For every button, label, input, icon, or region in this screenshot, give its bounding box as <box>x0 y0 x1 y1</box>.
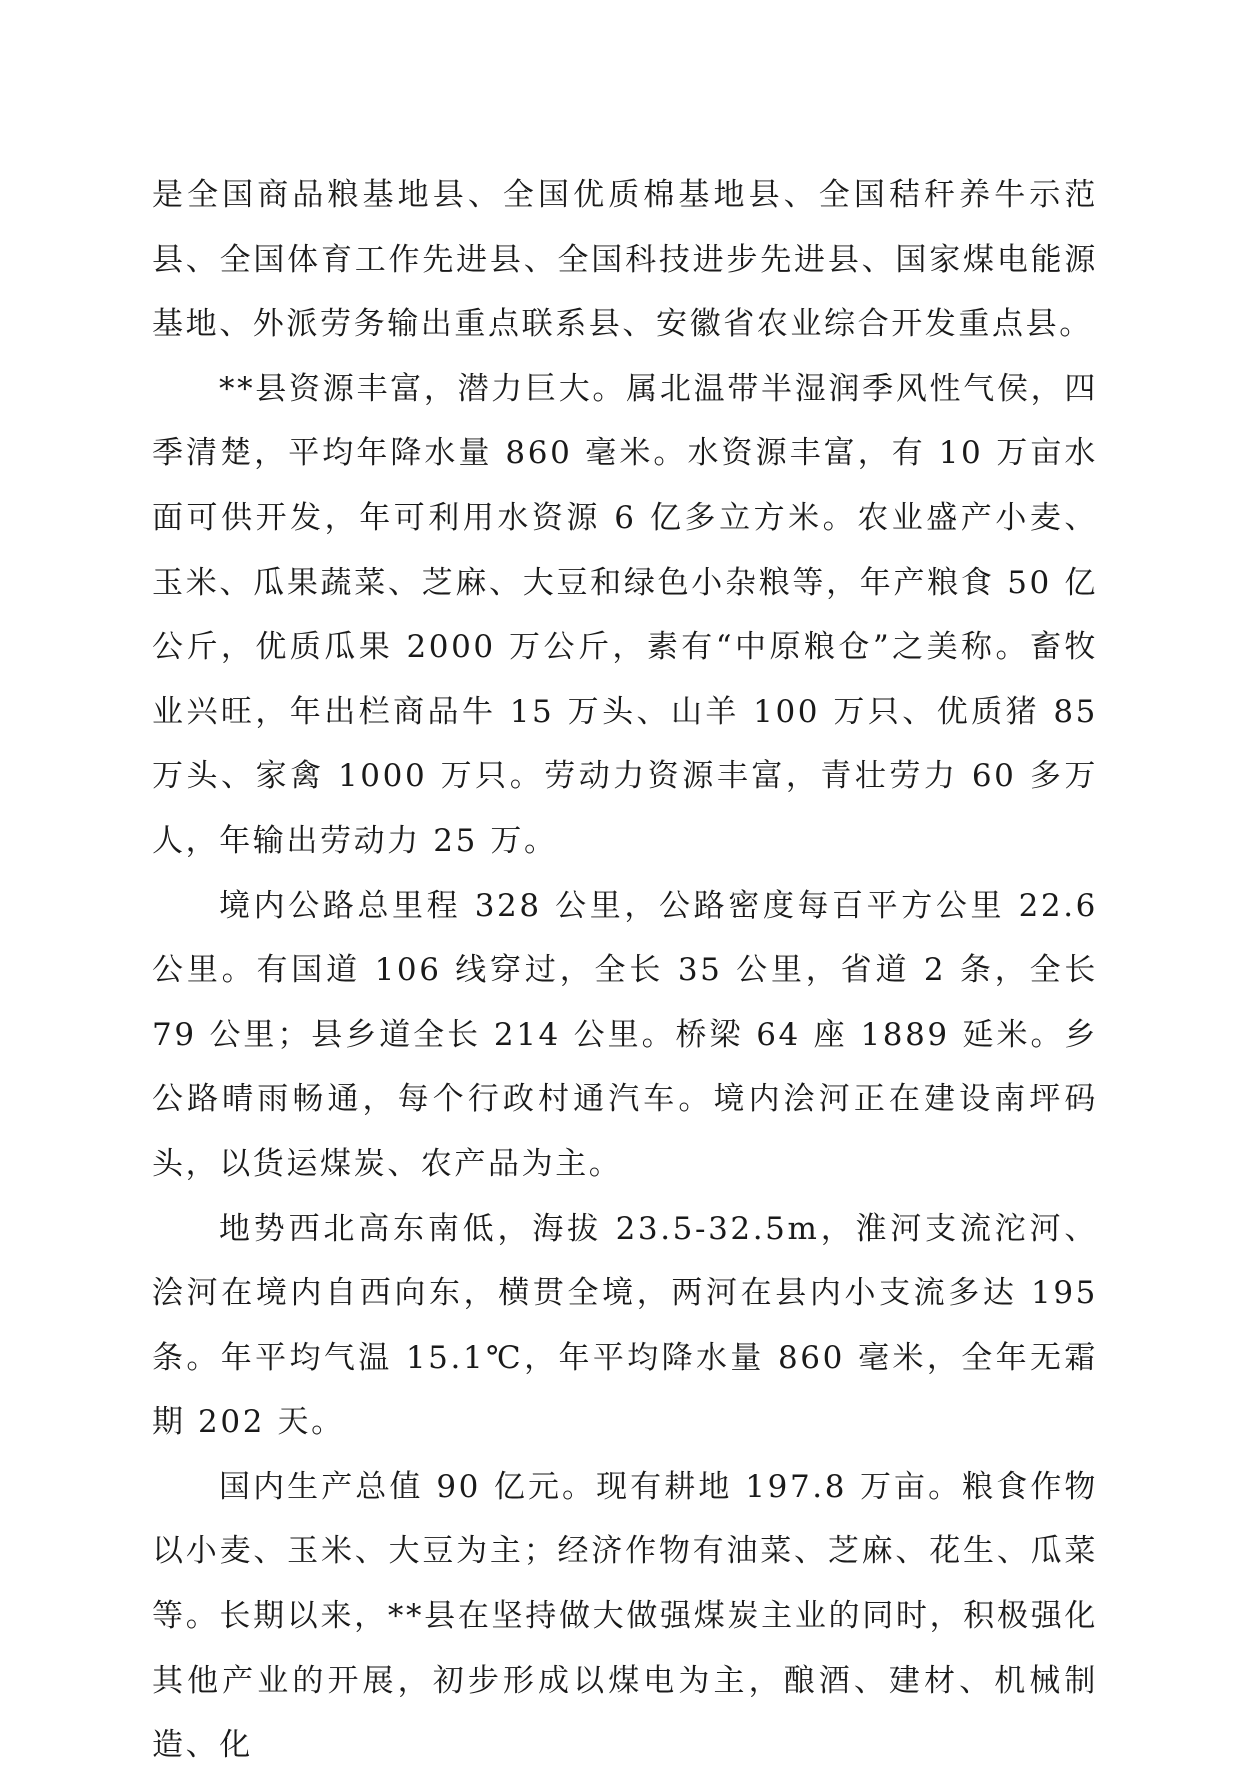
paragraph-honors: 是全国商品粮基地县、全国优质棉基地县、全国秸秆养牛示范县、全国体育工作先进县、全国科技进步先进县、国家煤电能源基地、外派劳务输出重点联系县、安徽省农业综合开发重点县。 <box>152 177 1098 343</box>
paragraph-transport: 境内公路总里程 328 公里，公路密度每百平方公里 22.6 公里。有国道 106 线穿过，全长 35 公里，省道 2 条，全长 79 公里；县乡道全长 214 公里。桥梁 64 座 1889 延米。乡公路晴雨畅通，每个行政村通汽车。境内浍河正在建设南坪码头，以货运煤炭、农产品为主。 <box>152 887 1098 1182</box>
paragraph-economy: 国内生产总值 90 亿元。现有耕地 197.8 万亩。粮食作物以小麦、玉米、大豆为主；经济作物有油菜、芝麻、花生、瓜菜等。长期以来，**县在坚持做大做强煤炭主业的同时，积极强化其他产业的开展，初步形成以煤电为主，酿酒、建材、机械制造、化 <box>152 1468 1098 1764</box>
paragraph-resources: **县资源丰富，潜力巨大。属北温带半湿润季风性气侯，四季清楚，平均年降水量 860 毫米。水资源丰富，有 10 万亩水面可供开发，年可利用水资源 6 亿多立方米。农业盛产小麦、玉米、瓜果蔬菜、芝麻、大豆和绿色小杂粮等，年产粮食 50 亿公斤，优质瓜果 2000 万公斤，素有“中原粮仓”之美称。畜牧业兴旺，年出栏商品牛 15 万头、山羊 100 万只、优质猪 85 万头、家禽 1000 万只。劳动力资源丰富，青壮劳力 60 多万人，年输出劳动力 25 万。 <box>152 370 1098 859</box>
document-body <box>152 163 1098 1778</box>
paragraph-geography: 地势西北高东南低，海拔 23.5-32.5m，淮河支流沱河、浍河在境内自西向东，横贯全境，两河在县内小支流多达 195 条。年平均气温 15.1℃，年平均降水量 860 毫米，全年无霜期 202 天。 <box>152 1210 1098 1441</box>
